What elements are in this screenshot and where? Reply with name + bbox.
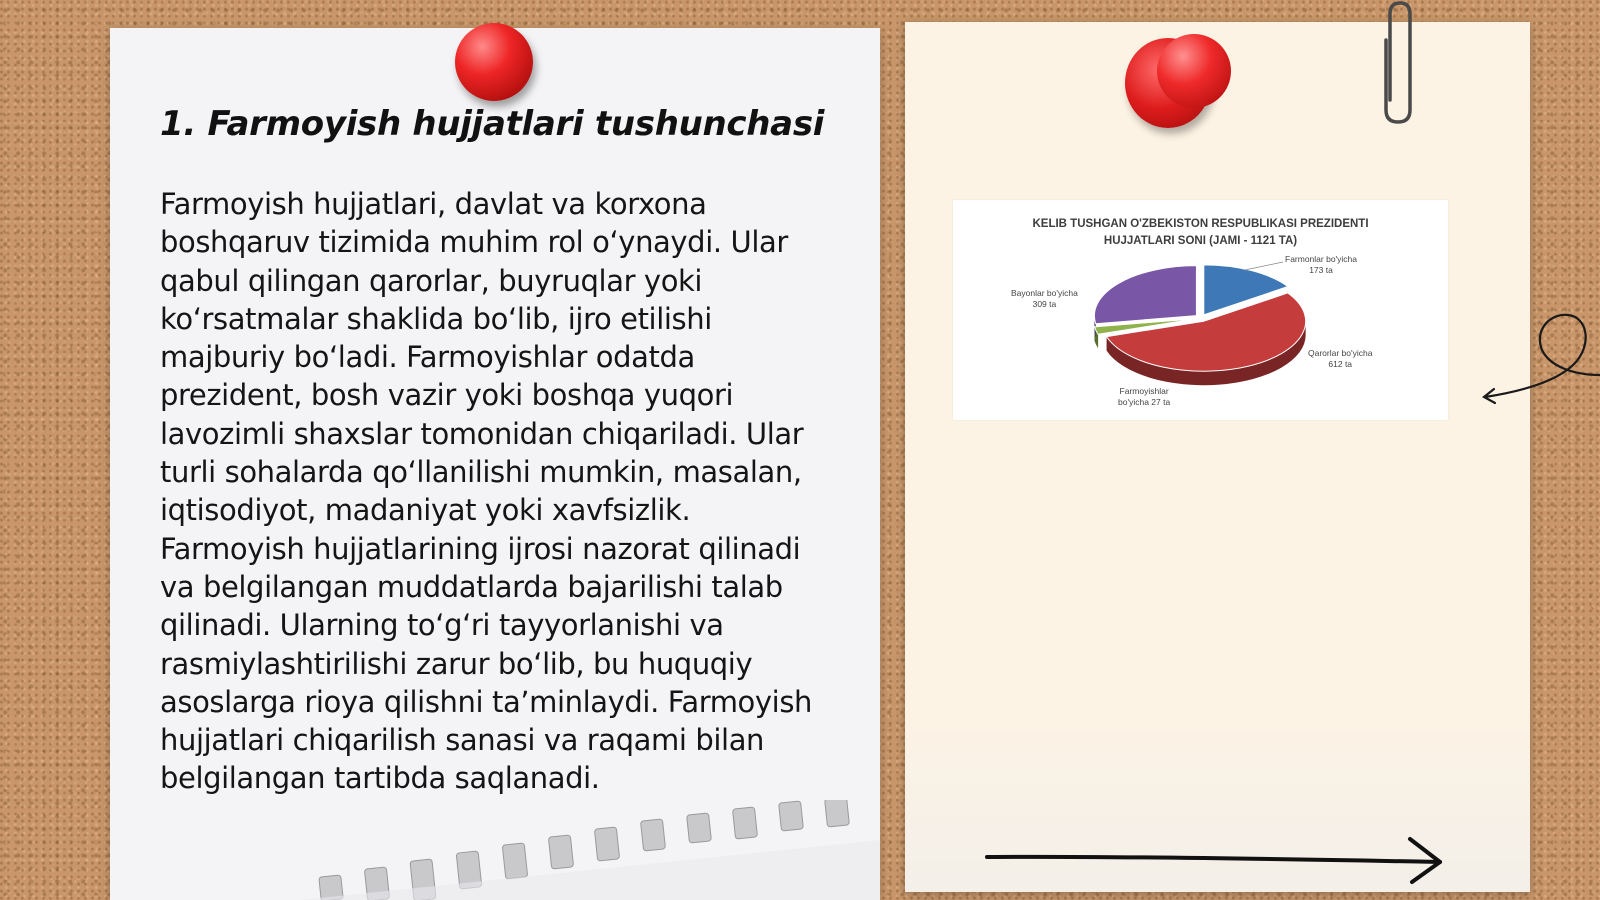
torn-tabs-decoration xyxy=(300,800,880,900)
slice-label-farmoyishlar: Farmoyishlar bo'yicha 27 ta xyxy=(1118,386,1171,407)
push-pin-icon xyxy=(455,23,533,101)
note-title: 1. Farmoyish hujjatlari tushunchasi xyxy=(160,104,825,144)
pie-slice-3 xyxy=(1094,266,1196,324)
pie-chart xyxy=(953,200,1448,420)
note-body-text: Farmoyish hujjatlari, davlat va korxona boshqaruv tizimida muhim rol oʻynaydi. Ular qabul qilingan qarorlar, buyruqlar yoki koʻrsatmalar shaklida boʻlib, ijro etilishi majburiy boʻladi. Farmoyishlar odatda prezident, bosh vazir yoki boshqa yuqori lavozimli shaxslar tomonidan chiqariladi. Ular turli sohalarda qoʻllanilishi mumkin, masalan, iqtisodiyot, madaniyat yoki xavfsizlik. Farmoyish hujjatlarining ijrosi nazorat qilinadi va belgilangan muddatlarda bajarilishi talab qilinadi. Ularning toʻgʻri tayyorlanishi va rasmiylashtirilishi zarur boʻlib, bu huquqiy asoslarga rioya qilishni taʼminlaydi. Farmoyish hujjatlari chiqarilish sanasi va raqami bilan belgilangan tartibda saqlanadi. xyxy=(160,187,813,796)
swirl-doodle xyxy=(1480,305,1600,405)
slice-label-bayonlar: Bayonlar bo'yicha 309 ta xyxy=(1011,288,1078,309)
slice-label-qarorlar: Qarorlar bo'yicha 612 ta xyxy=(1308,348,1373,369)
chart-title-line-1: KELIB TUSHGAN O'ZBEKISTON RESPUBLIKASI PREZIDENTI xyxy=(1032,218,1369,230)
chart-title-line-2: HUJJATLARI SONI (JAMI - 1121 TA) xyxy=(1103,235,1298,247)
note-paper-right xyxy=(905,22,1530,892)
pie-chart-card xyxy=(953,200,1448,420)
paperclip-icon xyxy=(1378,0,1418,125)
slice-label-farmonlar: Farmonlar bo'yicha 173 ta xyxy=(1285,254,1358,275)
arrow-right-icon xyxy=(985,835,1450,885)
leader-line xyxy=(1245,262,1283,270)
push-pin-head-icon xyxy=(1157,34,1231,108)
